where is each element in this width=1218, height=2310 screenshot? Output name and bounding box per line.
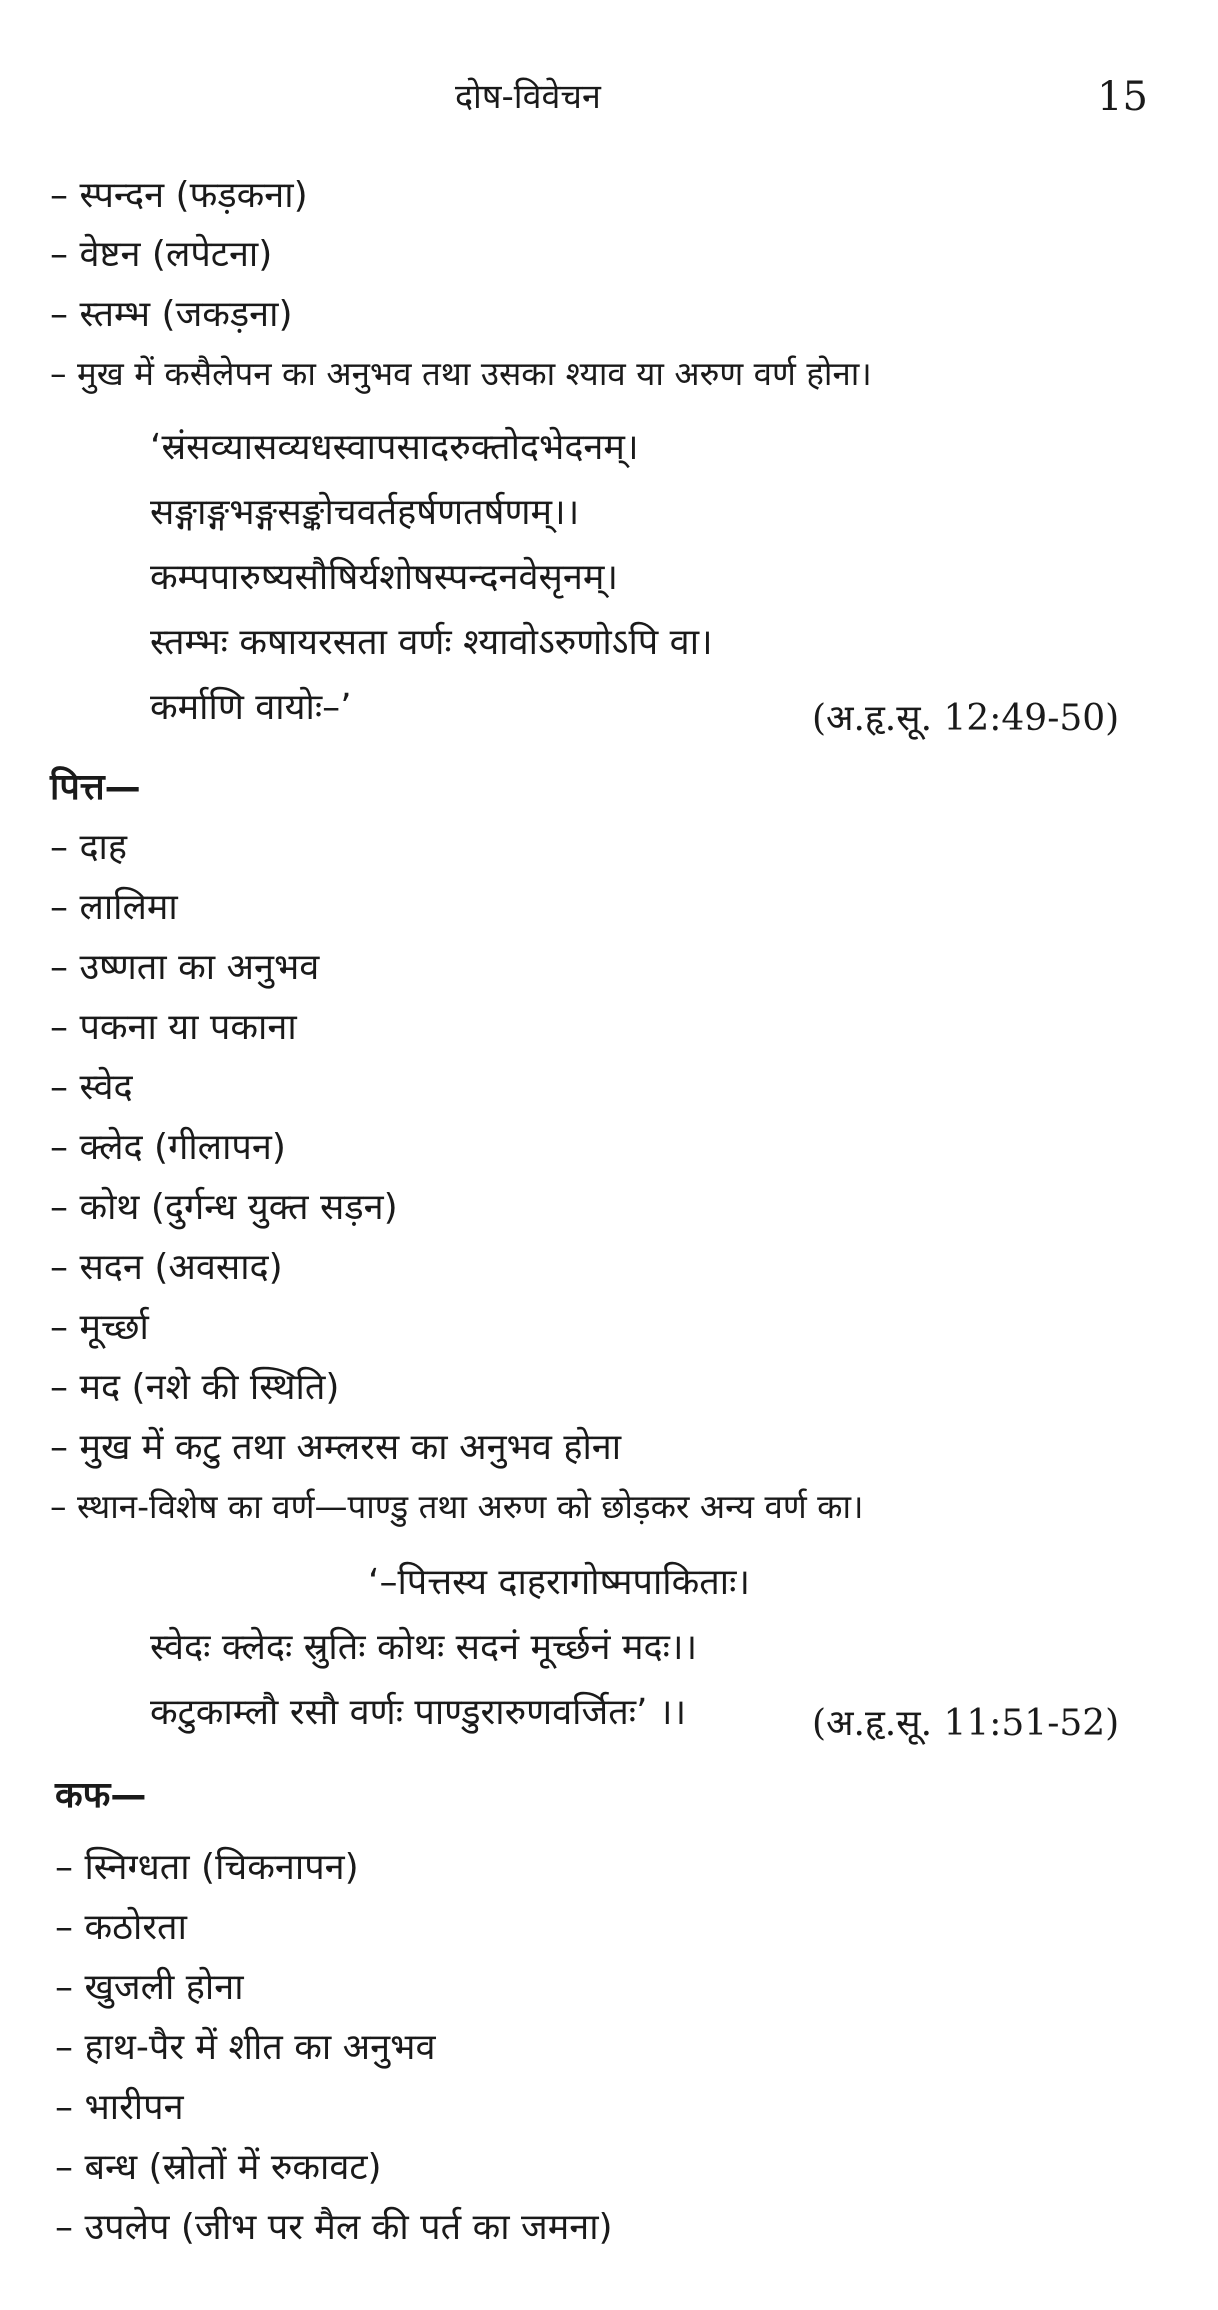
list-item: – हाथ-पैर में शीत का अनुभव (55, 2027, 436, 2068)
list-item: – दाह (50, 827, 127, 868)
list-item: – मद (नशे की स्थिति) (50, 1367, 340, 1408)
list-item: – खुजली होना (55, 1967, 244, 2008)
list-item: – उपलेप (जीभ पर मैल की पर्त का जमना) (55, 2207, 613, 2248)
verse-line: कर्माणि वायोः–’ (150, 687, 352, 728)
section-heading-pitta: पित्त— (50, 767, 141, 808)
verse-line: ‘–पित्तस्य दाहरागोष्मपाकिताः। (368, 1562, 751, 1603)
citation: (अ.हृ.सू. 11:51-52) (812, 1703, 1120, 1744)
verse-line: स्तम्भः कषायरसता वर्णः श्यावोऽरुणोऽपि वा। (150, 622, 713, 663)
verse-line: कटुकाम्लौ रसौ वर्णः पाण्डुरारुणवर्जितः’ ।। (150, 1692, 687, 1733)
verse-line: ‘स्रंसव्यासव्यधस्वापसादरुक्तोदभेदनम्। (150, 427, 639, 468)
list-item: – स्वेद (50, 1067, 133, 1108)
list-item: – स्थान-विशेष का वर्ण—पाण्डु तथा अरुण को छोड़कर अन्य वर्ण का। (50, 1487, 864, 1526)
section-heading-kapha: कफ— (55, 1775, 147, 1816)
list-item: – स्निग्धता (चिकनापन) (55, 1847, 359, 1888)
list-item: – क्लेद (गीलापन) (50, 1127, 286, 1168)
list-item: – कोथ (दुर्गन्ध युक्त सड़न) (50, 1187, 398, 1228)
list-item: – कठोरता (55, 1907, 187, 1948)
list-item: – बन्ध (स्रोतों में रुकावट) (55, 2147, 382, 2188)
verse-line: स्वेदः क्लेदः स्रुतिः कोथः सदनं मूर्च्छनं मदः।। (150, 1627, 698, 1668)
citation: (अ.हृ.सू. 12:49-50) (812, 698, 1120, 739)
list-item: – भारीपन (55, 2087, 184, 2128)
list-item: – लालिमा (50, 887, 178, 928)
list-item: – पकना या पकाना (50, 1007, 297, 1048)
list-item: – उष्णता का अनुभव (50, 947, 320, 988)
list-item: – स्पन्दन (फड़कना) (50, 175, 308, 216)
list-item: – मुख में कसैलेपन का अनुभव तथा उसका श्याव या अरुण वर्ण होना। (50, 354, 872, 393)
verse-line: कम्पपारुष्यसौषिर्यशोषस्पन्दनवेसृनम्। (150, 557, 619, 598)
list-item: – स्तम्भ (जकड़ना) (50, 294, 293, 335)
page-number: 15 (1097, 74, 1148, 120)
list-item: – वेष्टन (लपेटना) (50, 234, 273, 275)
list-item: – सदन (अवसाद) (50, 1247, 283, 1288)
page-title: दोष-विवेचन (455, 77, 601, 117)
verse-line: सङ्गाङ्गभङ्गसङ्कोचवर्तहर्षणतर्षणम्।। (150, 492, 580, 533)
list-item: – मूर्च्छा (50, 1307, 149, 1348)
list-item: – मुख में कटु तथा अम्लरस का अनुभव होना (50, 1427, 622, 1468)
